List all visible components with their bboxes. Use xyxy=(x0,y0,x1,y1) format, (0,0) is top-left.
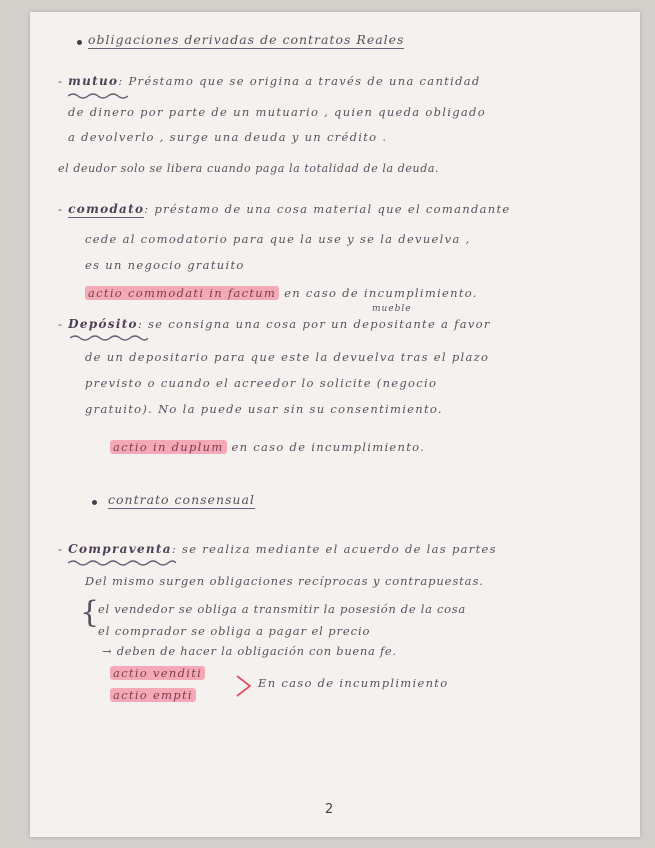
comodato-sep: : xyxy=(144,202,150,216)
compraventa-action-2-highlight: actio empti xyxy=(110,688,196,702)
comodato-line-2: cede al comodatorio para que la use y se la devuelva , xyxy=(85,232,471,246)
compraventa-arrow-line: → deben de hacer la obligación con buena fe. xyxy=(102,644,397,658)
comodato-term: comodato xyxy=(68,202,145,216)
comodato-action-line xyxy=(85,286,478,300)
deposito-insert-above: mueble xyxy=(372,304,412,314)
page-number: 2 xyxy=(325,802,334,817)
deposito-sep: : xyxy=(137,317,144,331)
title-bullet xyxy=(77,40,82,45)
consensual-heading-text: contrato consensual xyxy=(108,492,255,507)
mutuo-line-1: - mutuo: Préstamo que se origina a través de una cantidad xyxy=(58,74,481,88)
greater-than-mark xyxy=(235,674,253,698)
obligations-bracket: { xyxy=(80,595,100,630)
compraventa-action-rest: En caso de incumplimiento xyxy=(258,676,449,690)
compraventa-text-1: se realiza mediante el acuerdo de las partes xyxy=(182,542,497,556)
deposito-line-1: - Depósito: se consigna una cosa por un depositante a favor xyxy=(58,317,491,331)
mutuo-text-1: Préstamo que se origina a través de una cantidad xyxy=(128,74,481,88)
compraventa-line-2: Del mismo surgen obligaciones recíprocas y contrapuestas. xyxy=(85,574,484,588)
compraventa-action-1 xyxy=(110,666,205,680)
consensual-heading xyxy=(108,492,255,507)
page-title-text: obligaciones derivadas de contratos Reales xyxy=(88,32,405,47)
deposito-line-2: de un depositario para que este la devuelva tras el plazo xyxy=(85,350,490,364)
deposito-line-3: previsto o cuando el acreedor lo solicite (negocio xyxy=(85,376,438,390)
compraventa-action-2 xyxy=(110,688,196,702)
compraventa-wavy-underline xyxy=(68,559,176,567)
deposito-term: Depósito xyxy=(68,317,138,331)
comodato-action-rest: en caso de incumplimiento. xyxy=(284,286,478,300)
comodato-action-highlight: actio commodati in factum xyxy=(85,286,279,300)
mutuo-wavy-underline xyxy=(68,92,128,100)
mutuo-line-4: el deudor solo se libera cuando paga la totalidad de la deuda. xyxy=(58,162,440,175)
comodato-text-1: préstamo de una cosa material que el comandante xyxy=(154,202,511,216)
deposito-wavy-underline xyxy=(70,334,148,342)
deposito-action-line xyxy=(110,440,425,454)
deposito-text-1b: por un depositante a favor xyxy=(302,317,491,331)
comodato-line-3: es un negocio gratuito xyxy=(85,258,245,272)
compraventa-sep: : xyxy=(171,542,178,556)
mutuo-line-2: de dinero por parte de un mutuario , quien queda obligado xyxy=(68,105,486,119)
compraventa-term: Compraventa xyxy=(68,542,172,556)
page-title xyxy=(88,32,404,47)
consensual-bullet xyxy=(92,500,97,505)
deposito-action-highlight: actio in duplum xyxy=(110,440,227,454)
compraventa-line-1: - Compraventa: se realiza mediante el acuerdo de las partes xyxy=(58,542,497,556)
notebook-page xyxy=(30,12,640,837)
comodato-line-1: - comodato: préstamo de una cosa material que el comandante xyxy=(58,202,511,216)
deposito-line-4: gratuito). No la puede usar sin su consentimiento. xyxy=(85,402,443,416)
compraventa-bullet-1: el vendedor se obliga a transmitir la posesión de la cosa xyxy=(98,602,466,616)
compraventa-action-1-highlight: actio venditi xyxy=(110,666,205,680)
deposito-text-1a: se consigna una cosa xyxy=(148,317,298,331)
deposito-action-rest: en caso de incumplimiento. xyxy=(231,440,426,454)
compraventa-bullet-2: el comprador se obliga a pagar el precio xyxy=(98,624,371,638)
mutuo-sep: : xyxy=(118,74,124,88)
mutuo-line-3: a devolverlo , surge una deuda y un crédito . xyxy=(68,130,388,144)
mutuo-term: mutuo xyxy=(68,74,119,88)
